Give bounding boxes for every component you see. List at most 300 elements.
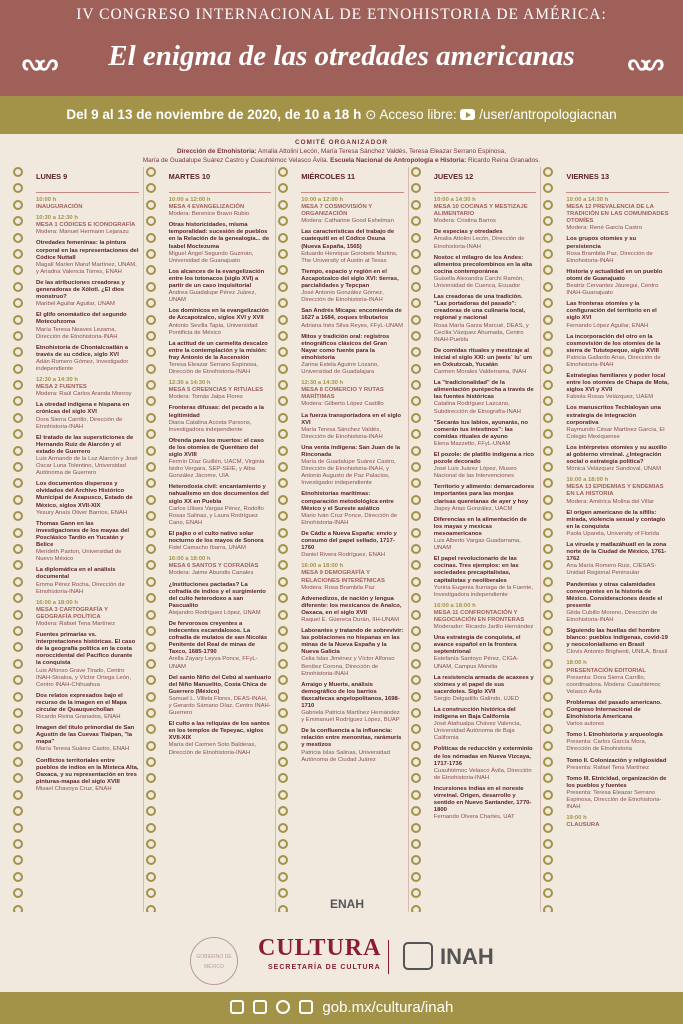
- talk-item: [169, 531, 272, 552]
- ring-icon: [278, 249, 288, 259]
- talk-item: [301, 682, 404, 725]
- day-column: [143, 167, 276, 912]
- ring-icon: [13, 495, 23, 505]
- ring-icon: [278, 462, 288, 472]
- ring-icon: [411, 855, 421, 865]
- ring-icon: [146, 593, 156, 603]
- speaker-info: Modera: Catharine Good Eshelman: [301, 218, 394, 225]
- ring-icon: [146, 757, 156, 767]
- ring-icon: [13, 839, 23, 849]
- cultura-logo: CULTURA: [258, 935, 382, 961]
- day-label: JUEVES 12: [434, 167, 537, 193]
- talk-item: [169, 621, 272, 671]
- binder-rings: [143, 167, 165, 912]
- speaker-info: Patricia Islas Salinas, Universidad Autónoma de Ciudad Juárez: [301, 749, 390, 763]
- session-block: [169, 556, 272, 577]
- speaker-info: Emma Pérez Rocha, Dirección de Etnohistoria-INAH: [36, 581, 125, 595]
- talk-item: [434, 746, 537, 781]
- speaker-info: Clovis Antonio Brighenti, UNILA, Brasil: [566, 649, 668, 656]
- ring-icon: [411, 757, 421, 767]
- ring-icon: [411, 823, 421, 833]
- talk-item: [434, 229, 537, 250]
- talk-item: [566, 776, 669, 811]
- speaker-info: Modera: Rafael Tena Martínez: [36, 620, 116, 627]
- speaker-info: Modera: Raúl Carlos Aranda Monroy: [36, 391, 132, 398]
- ring-icon: [146, 905, 156, 912]
- speaker-info: Carlos Ulises Vargas Pérez, Rodolfo Rosas Salinas, y Laura Rodríguez Cano, ENAH: [168, 505, 264, 526]
- footer-divider: [388, 940, 389, 974]
- speaker-info: Maribel Aguilar Aguilar, UNAM: [36, 301, 115, 308]
- ring-icon: [411, 593, 421, 603]
- enah-logo: ENAH: [330, 897, 365, 911]
- ring-icon: [411, 315, 421, 325]
- ring-icon: [13, 282, 23, 292]
- ring-icon: [411, 446, 421, 456]
- session-title: MESA 1 CÓDICES E ICONOGRAFÍA: [36, 222, 136, 229]
- committee-label-enah: Escuela Nacional de Antropología e Historia:: [330, 157, 467, 164]
- day-events: [169, 197, 272, 761]
- congress-title: El enigma de las otredades americanas: [108, 40, 575, 72]
- speaker-info: Carmen Morales Valderrama, INAH: [433, 369, 527, 376]
- day-events: [434, 197, 537, 825]
- day-events: [301, 197, 404, 768]
- binder-rings: [275, 167, 297, 912]
- ring-icon: [411, 429, 421, 439]
- speaker-info: Eduardo Henrique Gorobets Martins, The University of Austin at Texas: [301, 250, 398, 264]
- ring-icon: [146, 249, 156, 259]
- ring-icon: [278, 282, 288, 292]
- day-label: VIERNES 13: [566, 167, 669, 193]
- ring-icon: [146, 347, 156, 357]
- ring-icon: [146, 577, 156, 587]
- talk-item: [434, 675, 537, 703]
- speaker-info: Arella Zayary Leyva Ponce, FFyL-UNAM: [168, 656, 258, 670]
- secretaria-label: SECRETARÍA DE CULTURA: [268, 964, 381, 971]
- session-block: [301, 380, 404, 408]
- ring-icon: [278, 265, 288, 275]
- ring-icon: [13, 872, 23, 882]
- speaker-info: Misael Chavoya Cruz, ENAH: [36, 785, 112, 792]
- binder-rings: [10, 167, 32, 912]
- speaker-info: Ricardo Reina Granados, ENAH: [36, 714, 121, 721]
- session-block: [566, 815, 669, 829]
- gobierno-seal-icon: GOBIERNO DE MÉXICO: [190, 937, 238, 985]
- ring-icon: [278, 315, 288, 325]
- talk-title: Los dominicos en la evangelización de Azcapotzalco, siglos XVI y XVII: [168, 308, 269, 322]
- talk-title: Thomas Gann en las investigaciones de los mayas del Posclásico Tardío en Yucatán y Belice: [36, 520, 129, 549]
- ring-icon: [543, 577, 553, 587]
- session-time: 16:00 a 18:00 h: [433, 602, 476, 609]
- ring-icon: [543, 167, 553, 177]
- ring-icon: [411, 249, 421, 259]
- ring-icon: [146, 544, 156, 554]
- session-time: 19:00 h: [566, 815, 587, 822]
- talk-item: [434, 420, 537, 448]
- session-title: PRESENTACIÓN EDITORIAL: [566, 667, 647, 674]
- ring-icon: [278, 675, 288, 685]
- day-events: [36, 197, 139, 797]
- ring-icon: [13, 708, 23, 718]
- talk-item: [301, 269, 404, 304]
- ring-icon: [278, 757, 288, 767]
- session-title: MESA 3 CARTOGRAFÍA Y GEOGRAFÍA POLÍTICA: [36, 606, 108, 620]
- ring-icon: [543, 905, 553, 912]
- talk-item: [566, 405, 669, 440]
- speaker-info: Modera: América Molina del Villar: [566, 498, 655, 505]
- session-title: MESA 6 SANTOS Y COFRADÍAS: [168, 563, 259, 570]
- bottom-bar: [0, 992, 683, 1024]
- ring-icon: [543, 642, 553, 652]
- talk-title: Pandemias y otras calamidades convergentes en la historia de México. Consideraciones desde el presente: [566, 581, 663, 609]
- session-block: [434, 603, 537, 631]
- talk-item: [566, 700, 669, 728]
- ring-icon: [146, 396, 156, 406]
- talk-title: Diferencias en la alimentación de los mayas y mexicas mesoamericanos: [433, 516, 527, 537]
- talk-item: [434, 294, 537, 344]
- talk-title: La incorporación del otro en la cosmovisión de los otomíes de la sierra de Tututepeque, siglo XVIII: [566, 333, 661, 354]
- speaker-info: Modera: Jaime Abundis Canales: [168, 570, 254, 577]
- talk-item: [434, 484, 537, 512]
- committee-label-dir: Dirección de Etnohistoria:: [177, 148, 257, 155]
- ring-icon: [543, 839, 553, 849]
- ring-icon: [13, 642, 23, 652]
- talk-title: Del santo Niño del Cebú al santuario del Niño Manuelito, Costa Chica de Guerrero (México): [168, 674, 272, 695]
- speaker-info: Elena Mazzetto, FFyL-UNAM: [433, 440, 511, 447]
- ring-icon: [543, 528, 553, 538]
- speaker-info: María Teresa Neaves Lezama, Dirección de Etnohistoria-INAH: [36, 326, 118, 340]
- talk-item: [301, 445, 404, 488]
- talk-title: Políticas de reducción y exterminio de los nómadas en Nueva Vizcaya, 1717-1736: [433, 746, 533, 767]
- ring-icon: [278, 429, 288, 439]
- day-column: [540, 167, 673, 912]
- ring-icon: [543, 347, 553, 357]
- day-label: LUNES 9: [36, 167, 139, 193]
- ring-icon: [146, 282, 156, 292]
- ring-icon: [13, 773, 23, 783]
- ring-icon: [543, 511, 553, 521]
- talk-item: [566, 334, 669, 369]
- day-events: [566, 197, 669, 833]
- talk-item: [566, 236, 669, 264]
- youtube-social-icon[interactable]: [299, 1000, 313, 1014]
- ring-icon: [543, 724, 553, 734]
- talk-item: [434, 556, 537, 599]
- ring-icon: [13, 511, 23, 521]
- ring-icon: [278, 347, 288, 357]
- ring-icon: [278, 642, 288, 652]
- ring-icon: [278, 724, 288, 734]
- ring-icon: [146, 888, 156, 898]
- talk-item: [36, 521, 139, 564]
- ring-icon: [543, 429, 553, 439]
- ring-icon: [278, 560, 288, 570]
- talk-title: La resistencia armada de acaxees y xiximes y el papel de sus sacerdotes. Siglo XVII: [433, 674, 534, 695]
- ring-icon: [411, 282, 421, 292]
- ring-icon: [146, 429, 156, 439]
- talk-title: Fronteras difusas: del pecado a la legitimidad: [168, 405, 264, 419]
- ring-icon: [278, 380, 288, 390]
- talk-title: El culto a las reliquias de los santos en los templos de Tepeyac, siglos XVII-XIX: [168, 721, 270, 742]
- ring-icon: [411, 478, 421, 488]
- ring-icon: [278, 577, 288, 587]
- speaker-info: Beatriz Cervantes Jáuregui, Centro INAH-Guanajuato: [566, 283, 659, 297]
- session-title: MESA 12 PREVALENCIA DE LA TRADICIÓN EN LAS COMUNIDADES OTOMÍES: [566, 204, 669, 225]
- talk-title: Laborantes y tratando de sobrevivir: las poblaciones no hispanas en las minas de la Nueva España y la Nueva Galicia: [301, 628, 404, 656]
- ring-icon: [278, 233, 288, 243]
- ring-icon: [543, 773, 553, 783]
- ring-icon: [411, 413, 421, 423]
- talk-item: [169, 269, 272, 304]
- website-link[interactable]: gob.mx/cultura/inah: [322, 999, 454, 1016]
- ring-icon: [278, 183, 288, 193]
- event-dates: Del 9 al 13 de noviembre de 2020, de 10 a 18 h: [66, 107, 362, 122]
- speaker-info: Ana María Romero Ruiz, CIESAS-Unidad Regional Peninsular: [566, 563, 657, 577]
- ring-icon: [146, 839, 156, 849]
- twitter-icon[interactable]: [253, 1000, 267, 1014]
- talk-title: Los grupos otomíes y su persistencia: [566, 236, 637, 250]
- talk-title: Incursiones indias en el noreste virreinal. Origen, desarrollo y sentido en Nuevo Santander, 1770-1800: [433, 785, 532, 814]
- ring-icon: [543, 331, 553, 341]
- ring-icon: [411, 380, 421, 390]
- speaker-info: Gabriela Patricia Martínez Hernández y Emmanuel Rodríguez López, BUAP: [301, 710, 400, 724]
- speaker-info: Celia Islas Jiménez y Víctor Alfonso Benítez Corona, Dirección de Etnohistoria-INAH: [301, 656, 395, 677]
- talk-title: Siguiendo las huellas del hombre blanco: pueblos indígenas, covid-19 y neocolonialismo en Brasil: [566, 628, 668, 649]
- session-title: MESA 9 DEMOGRAFÍA Y RELACIONES INTERÉTNICAS: [301, 570, 385, 584]
- program-columns: [10, 167, 673, 912]
- ring-icon: [411, 839, 421, 849]
- ring-icon: [146, 331, 156, 341]
- talk-item: [36, 435, 139, 478]
- day-column: [275, 167, 408, 912]
- congress-subtitle: IV CONGRESO INTERNACIONAL DE ETNOHISTORIA DE AMÉRICA:: [76, 6, 607, 23]
- ring-icon: [411, 462, 421, 472]
- speaker-info: Fidel Camacho Ibarra, UNAM: [168, 545, 246, 552]
- ring-icon: [13, 610, 23, 620]
- speaker-info: Magalí Marlen Maruf Martínez, UNAM, y Ariadna Valencia Torres, ENAH: [36, 261, 137, 275]
- talk-item: [434, 707, 537, 742]
- ring-icon: [13, 216, 23, 226]
- ring-icon: [13, 659, 23, 669]
- ring-icon: [543, 855, 553, 865]
- session-title: MESA 10 COCINAS Y MESTIZAJE ALIMENTARIO: [433, 204, 528, 218]
- youtube-icon: [460, 109, 475, 120]
- ring-icon: [543, 462, 553, 472]
- speaker-info: Diana Catalina Acosta Parsons, Investigadora independiente: [168, 419, 252, 433]
- talk-title: Los intérpretes otomíes y su auxilio al gobierno virreinal. ¿Integración social o estrategia política?: [566, 444, 667, 466]
- small-logos: [300, 893, 380, 913]
- speaker-info: María de Guadalupe Suárez Castro, Dirección de Etnohistoria-INAH, y Antonio Augusto de Paz Palacios, Investigador independiente: [301, 459, 396, 487]
- ring-icon: [13, 593, 23, 603]
- ring-icon: [13, 315, 23, 325]
- talk-item: [301, 334, 404, 377]
- session-title: MESA 7 COSMOVISIÓN Y ORGANIZACIÓN: [301, 204, 373, 218]
- ring-icon: [543, 708, 553, 718]
- talk-title: El tratado de las supersticiones de Hernando Ruiz de Alarcón y el estado de Guerrero: [36, 434, 134, 455]
- ring-icon: [146, 790, 156, 800]
- ring-icon: [13, 298, 23, 308]
- session-title: MESA 11 CONFRONTACIÓN Y NEGOCIACIÓN EN FRONTERAS: [433, 609, 525, 623]
- ring-icon: [411, 495, 421, 505]
- speaker-info: Rosa María Garza Marcué, DEAS, y Cecilia Vázquez Ahumada, Centro INAH-Puebla: [433, 322, 529, 343]
- ring-icon: [13, 265, 23, 275]
- talk-item: [301, 491, 404, 526]
- ring-icon: [13, 905, 23, 912]
- ring-icon: [278, 888, 288, 898]
- ring-icon: [411, 888, 421, 898]
- talk-item: [169, 675, 272, 718]
- ring-icon: [13, 692, 23, 702]
- ring-icon: [13, 823, 23, 833]
- ring-icon: [543, 183, 553, 193]
- ring-icon: [543, 823, 553, 833]
- ring-icon: [411, 396, 421, 406]
- organizing-committee: [60, 138, 623, 165]
- ring-icon: [146, 298, 156, 308]
- speaker-info: Amalia Attolini Lecón, Dirección de Etnohistoria-INAH: [433, 236, 525, 250]
- ring-icon: [543, 560, 553, 570]
- session-title: INAUGURACIÓN: [36, 204, 83, 211]
- ring-icon: [411, 560, 421, 570]
- ring-icon: [146, 528, 156, 538]
- talk-title: Tiempo, espacio y región en el Azcapotzalco del siglo XVI: tierras, parcialidades y Tepcpan: [301, 268, 399, 290]
- speaker-info: Modera: Gilberto López Castillo: [301, 401, 384, 408]
- session-time: 18:00 h: [566, 660, 587, 667]
- session-title: MESA 5 CREENCIAS Y RITUALES: [168, 387, 264, 394]
- speaker-info: José Atahualpa Chávez Valencia, Universidad Autónoma de Baja California: [433, 721, 522, 742]
- ring-icon: [278, 773, 288, 783]
- talk-item: [301, 628, 404, 678]
- ring-icon: [411, 216, 421, 226]
- ring-icon: [543, 790, 553, 800]
- speaker-info: Zarina Estela Aguirre Lozano, Universidad de Guadalajara: [301, 361, 379, 376]
- ring-icon: [13, 806, 23, 816]
- ring-icon: [146, 511, 156, 521]
- talk-title: Ofrenda para los muertos: el caso de los otomíes de Querétaro del siglo XVIII: [168, 437, 264, 458]
- ring-icon: [13, 233, 23, 243]
- ring-icon: [13, 462, 23, 472]
- talk-item: [169, 222, 272, 265]
- talk-item: [566, 269, 669, 297]
- talk-item: [36, 725, 139, 753]
- speaker-info: José Luis Juárez López, Museo Nacional de las Intervenciones: [433, 466, 517, 480]
- speaker-info: Fermín Díaz Guillén, UACM, Virginia Isidro Vergara, SEP-SEIE, y Alba González Jácome, UIA: [168, 459, 265, 480]
- ring-icon: [411, 642, 421, 652]
- youtube-channel-link[interactable]: /user/antropologiacnan: [479, 107, 617, 122]
- talk-item: [434, 255, 537, 290]
- column-divider: [275, 167, 276, 912]
- ring-icon: [411, 659, 421, 669]
- ring-icon: [411, 183, 421, 193]
- ring-icon: [146, 855, 156, 865]
- talk-item: [301, 531, 404, 559]
- session-block: [566, 477, 669, 505]
- ring-icon: [411, 692, 421, 702]
- talk-title: Heterodoxia civil: encantamiento y nahualismo en dos documentos del siglo XX en Puebla: [168, 484, 269, 505]
- talk-item: [36, 758, 139, 793]
- session-time: 10:30 a 12:30 h: [36, 215, 78, 222]
- ring-icon: [278, 478, 288, 488]
- ring-icon: [543, 282, 553, 292]
- session-time: 12:30 a 14:30 h: [301, 380, 344, 387]
- talk-item: [301, 308, 404, 329]
- speaker-info: Paola Uparela, University of Florida: [566, 530, 660, 537]
- talk-title: El origen americano de la sífilis: mirada, violencia sexual y contagio en la conquista: [566, 509, 666, 530]
- ring-icon: [146, 659, 156, 669]
- ring-icon: [543, 413, 553, 423]
- speaker-info: Mónica Velázquez Sandoval, UNAM: [566, 466, 662, 473]
- talk-item: [301, 596, 404, 624]
- talk-title: Las características del trabajo de cuatequitl en el Códice Osuna (Nueva España, 1565): [301, 229, 395, 250]
- ring-icon: [13, 577, 23, 587]
- session-time: 12:30 a 14:30 h: [36, 377, 78, 384]
- talk-title: La viruela y matlazáhuatl en la zona norte de la Ciudad de México, 1761-1762: [566, 542, 667, 563]
- ring-icon: [411, 790, 421, 800]
- talk-item: [566, 582, 669, 625]
- ring-icon: [146, 741, 156, 751]
- session-time: 10:00 a 14:30 h: [566, 197, 609, 203]
- talk-item: [566, 732, 669, 753]
- ring-icon: [278, 593, 288, 603]
- ring-icon: [278, 741, 288, 751]
- ring-icon: [278, 823, 288, 833]
- ring-icon: [278, 806, 288, 816]
- talk-title: Territorio y alimento: demarcadores importantes para las monjas clarisas queretanas de ayer y hoy: [433, 484, 535, 505]
- ring-icon: [411, 544, 421, 554]
- ring-icon: [411, 675, 421, 685]
- ring-icon: [13, 413, 23, 423]
- ring-icon: [278, 495, 288, 505]
- ring-icon: [278, 528, 288, 538]
- talk-item: [169, 341, 272, 376]
- ring-icon: [543, 610, 553, 620]
- talk-title: La diplomática en el análisis documental: [36, 567, 116, 581]
- header-banner: [0, 0, 683, 96]
- ring-icon: [13, 380, 23, 390]
- speaker-info: Catalina Rodríguez Lazcano, Subdirección de Etnografía-INAH: [433, 401, 521, 415]
- session-block: [566, 197, 669, 232]
- talk-item: [434, 517, 537, 552]
- talk-title: Arraigo y Muerte, análisis demográfico de los barrios tlaxcaltecas angelopolitanos, 1698-1710: [301, 681, 400, 709]
- talk-title: De comidas rituales y mestizaje al inicial el siglo XXI: un jwets´ lu´ um en Oxkutzcab, Yucatán: [433, 347, 532, 368]
- session-block: [169, 197, 272, 218]
- ring-icon: [543, 544, 553, 554]
- ring-icon: [146, 626, 156, 636]
- ring-icon: [543, 265, 553, 275]
- ring-icon: [278, 659, 288, 669]
- facebook-icon[interactable]: [230, 1000, 244, 1014]
- talk-title: Otredades femeninas: la pintura corporal en las representaciones del Códice Nuttall: [36, 240, 139, 261]
- ring-icon: [278, 167, 288, 177]
- talk-title: Dos relatos expresados bajo el recurso de la imagen en el Mapa circular de Quauquechollan: [36, 692, 127, 713]
- ring-icon: [543, 446, 553, 456]
- ring-icon: [146, 364, 156, 374]
- day-column: [10, 167, 143, 912]
- speaker-info: Fernando López Aguilar, ENAH: [566, 322, 649, 329]
- ring-icon: [411, 511, 421, 521]
- talk-item: [566, 758, 669, 772]
- talk-item: [169, 721, 272, 756]
- ring-icon: [543, 593, 553, 603]
- speaker-info: Modera: René García Castro: [566, 225, 643, 232]
- instagram-icon[interactable]: [276, 1000, 290, 1014]
- ring-icon: [13, 396, 23, 406]
- committee-line2-end: Ricardo Reina Granados.: [468, 157, 541, 164]
- ring-icon: [146, 806, 156, 816]
- ring-icon: [411, 347, 421, 357]
- ring-icon: [411, 233, 421, 243]
- date-band: [0, 96, 683, 134]
- talk-item: [566, 373, 669, 401]
